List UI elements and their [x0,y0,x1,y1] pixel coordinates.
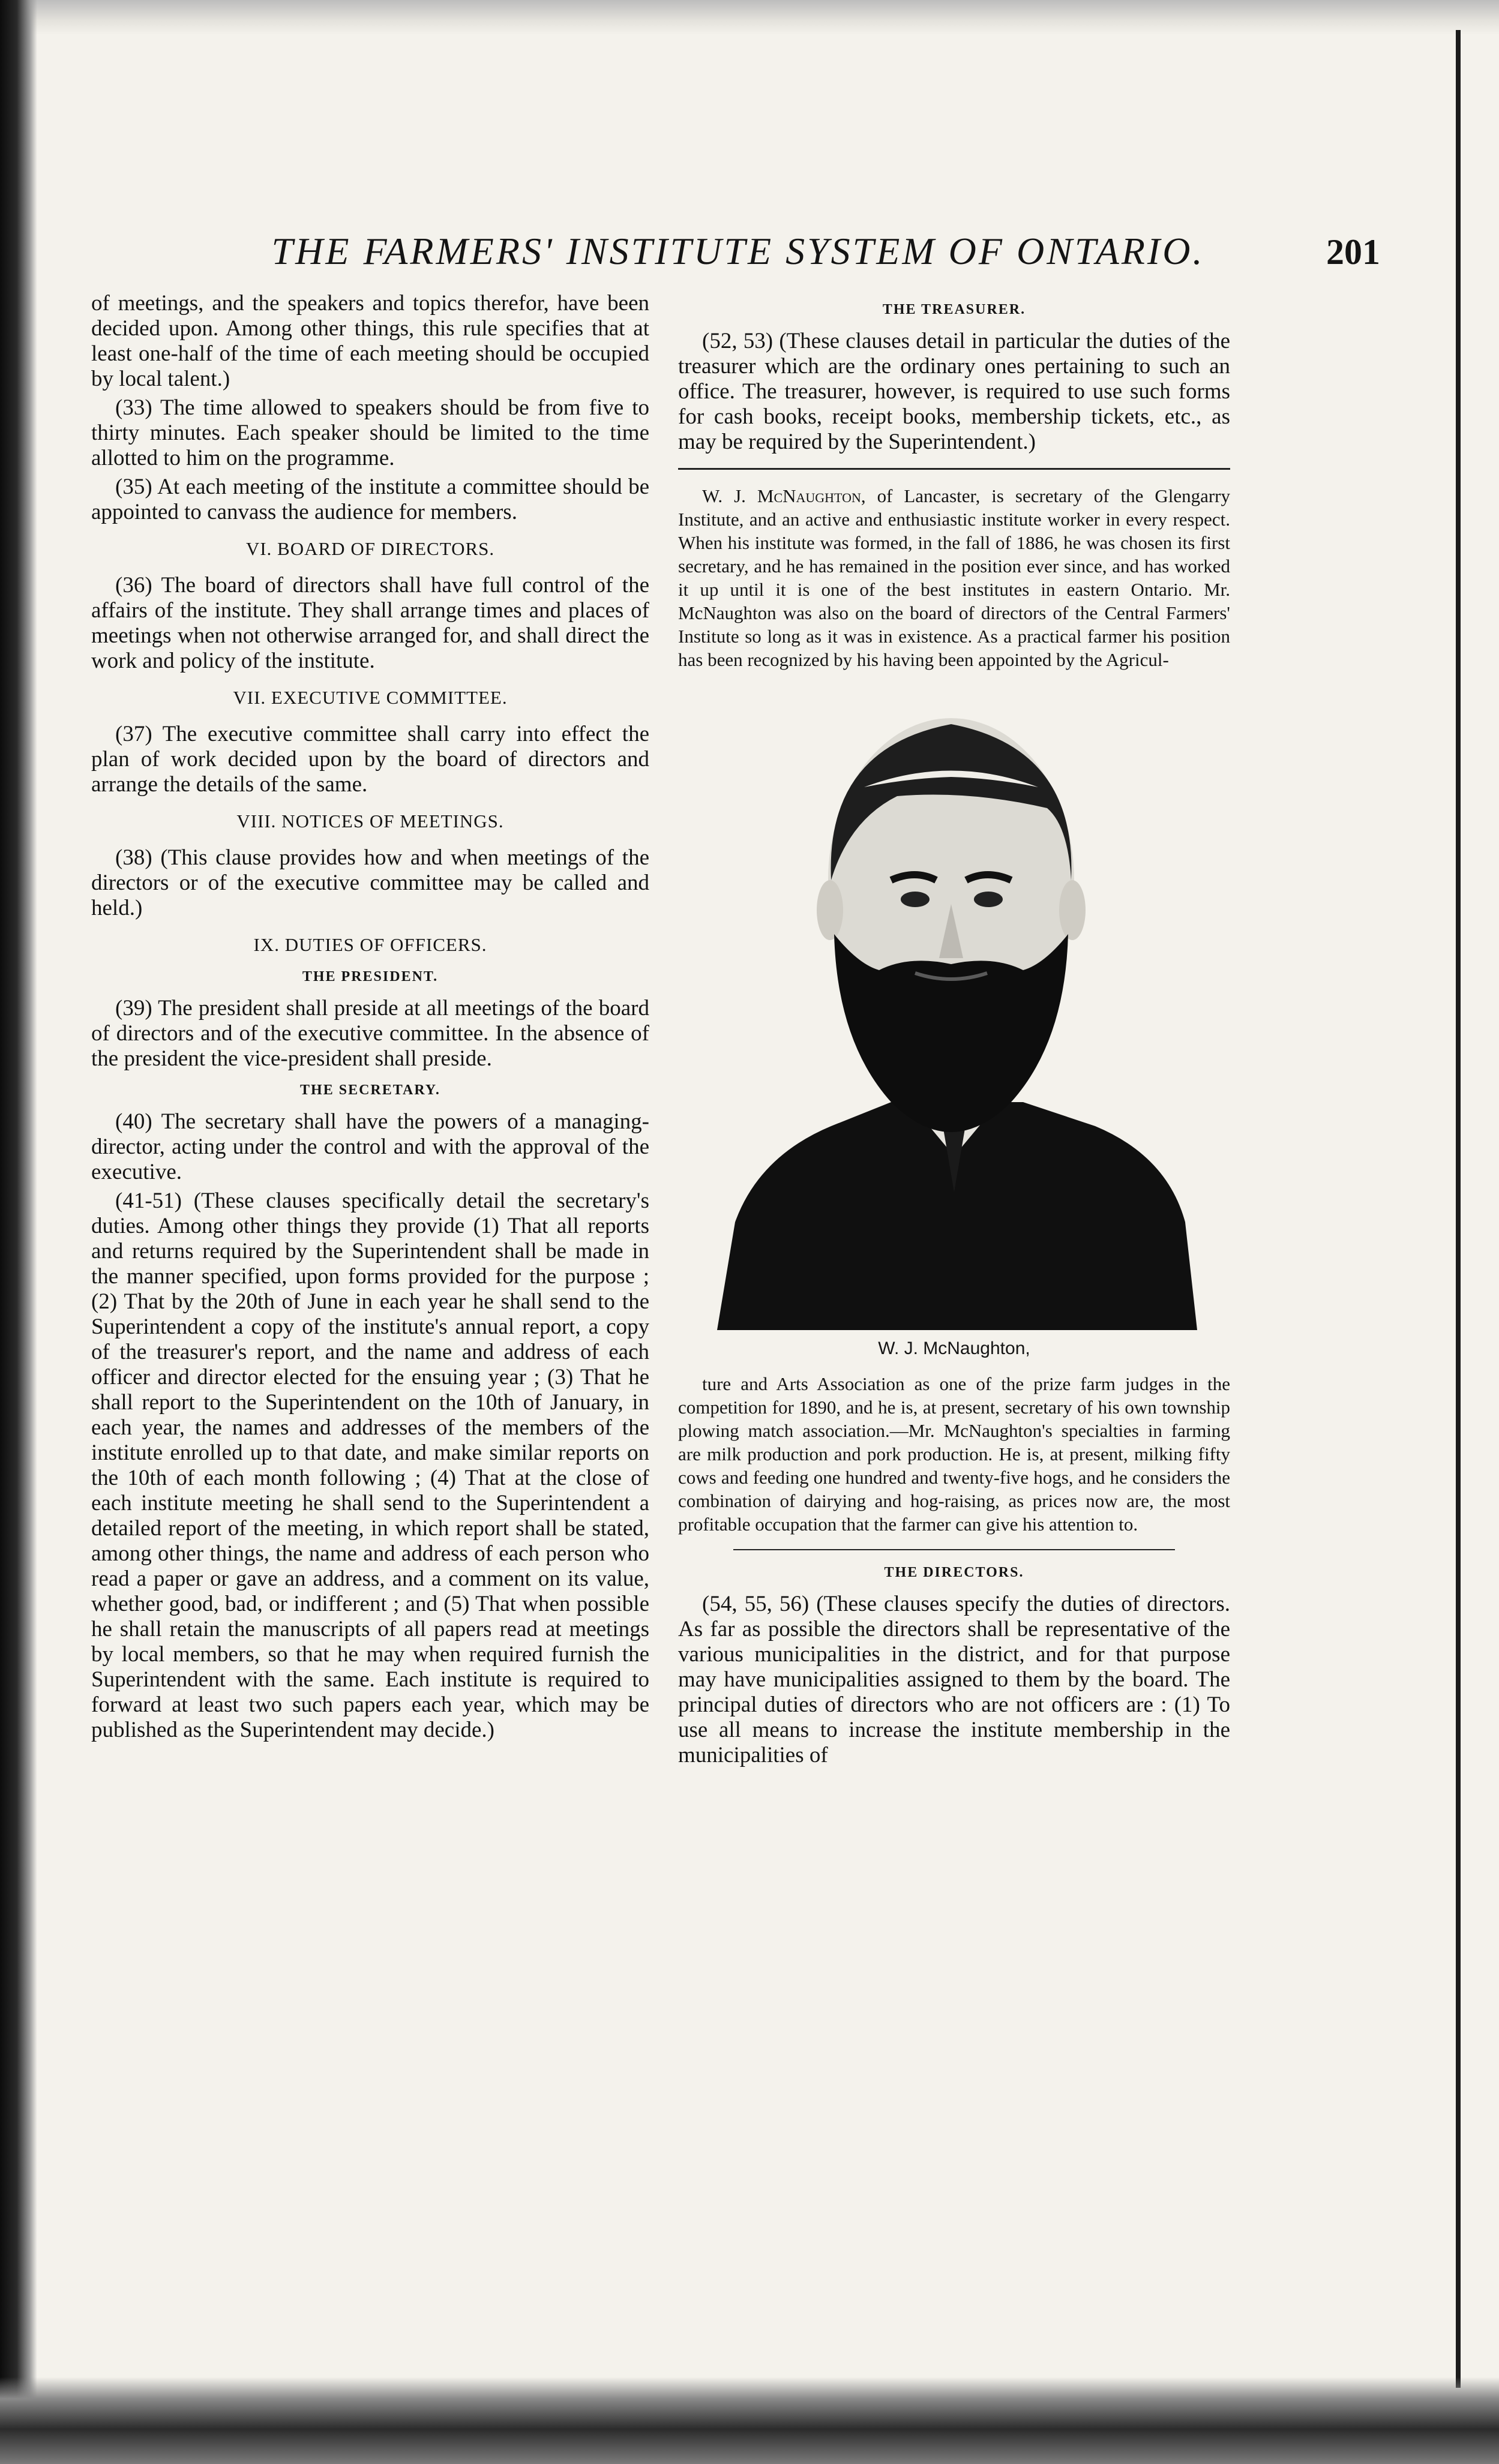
subsection-heading: THE SECRETARY. [300,1082,440,1098]
running-title: THE FARMERS' INSTITUTE SYSTEM OF ONTARIO. [271,230,1205,272]
paragraph: (33) The time allowed to speakers should be from five to thirty minutes. Each speaker should be limited to the time allotted to him on the programme. [91,395,649,470]
paragraph: (40) The secretary shall have the powers of a managing-director, acting under the control and with the approval of the executive. [91,1109,649,1184]
biography-paragraph: ture and Arts Association as one of the prize farm judges in the competition for 1890, and he is, at present, secretary of his own township plowing match association.—Mr. McNaughton's specialties in farming are milk production and pork production. He is, at present, milking fifty cows and feeding one hundred and twenty-five hogs, and he considers the combination of dairying and hog-raising, as prices now are, the most profitable occupation that the farmer can give his attention to. [678,1373,1230,1535]
paragraph: (52, 53) (These clauses detail in particular the duties of the treasurer which are the ordinary ones pertaining to such an office. The treasurer, however, is required to use such forms for cash books, receipt books, membership tickets, etc., as may be required by the Superintendent.) [678,329,1230,454]
section-heading: VI. BOARD OF DIRECTORS. [245,538,495,559]
section-heading: IX. DUTIES OF OFFICERS. [253,934,487,955]
paragraph: (38) (This clause provides how and when meetings of the directors or of the executive committee may be called and held.) [91,845,649,920]
page-header [156,229,1380,283]
scan-top-edge [0,0,1499,35]
section-heading: VII. EXECUTIVE COMMITTEE. [233,687,508,708]
divider [733,1549,1175,1550]
paragraph: (54, 55, 56) (These clauses specify the duties of directors. As far as possible the directors shall be representative of the various municipalities in the district, and for that purpose may have municipalities assigned to them by the board. The principal duties of directors who are not officers are : (1) To use all means to increase the institute membership in the municipalities of [678,1592,1230,1767]
subsection-heading: THE TREASURER. [882,302,1026,317]
biography-text: of Lancaster, is secretary of the Glengarry Institute, and an active and enthusiastic institute worker in every respect. When his institute was formed, in the fall of 1886, he was chosen its first secretary, and he has remained in the position ever since, and has worked it up until it is one of the best institutes in eastern Ontario. Mr. McNaughton was also on the board of directors of the Central Farmers' Institute so long as it was in existence. As a practical farmer his position has been recognized by his having been appointed by the Agricul- [678,485,1230,670]
biography-paragraph [678,484,1230,671]
subsection-heading: THE DIRECTORS. [884,1565,1024,1580]
portrait-caption: W. J. McNaughton, [878,1338,1030,1358]
scan-bottom-edge [0,2377,1499,2464]
biography-name: W. J. McNaughton, [702,485,866,506]
subsection-heading: THE PRESIDENT. [302,969,439,985]
page-number: 201 [1326,232,1380,272]
scan-right-border [1456,30,1461,2388]
paragraph: of meetings, and the speakers and topics therefor, have been decided upon. Among other things, this rule specifies that at least one-half of the time of each meeting should be occupied by local talent.) [91,291,649,391]
paragraph: (41-51) (These clauses specifically detail the secretary's duties. Among other things they provide (1) That all reports and returns required by the Superintendent shall be made in the manner specified, upon forms provided for the purpose ; (2) That by the 20th of June in each year he shall send to the Superintendent a copy of the institute's annual report, a copy of the treasurer's report, and the name and address of each officer and director elected for the ensuing year ; (3) That he shall report to the Superintendent on the 10th of January, in each year, the names and addresses of the members of the institute enrolled up to that date, and make similar reports on the 10th of each month following ; (4) That at the close of each institute meeting he shall send to the Superintendent a detailed report of the meeting, in which report shall be stated, among other things, the name and address of each person who read a paper or gave an address, and a comment on its value, whether good, bad, or indifferent ; and (5) That when possible he shall retain the manuscripts of all papers read at meetings by local members, so that he may when required furnish the Superintendent with the same. Each institute is required to forward at least two such papers each year, which may be published as the Superintendent may decide.) [91,1189,649,1742]
divider [678,468,1230,470]
paragraph: (35) At each meeting of the institute a committee should be appointed to canvass the audience for members. [91,475,649,524]
scan-left-edge [0,0,37,2464]
section-heading: VIII. NOTICES OF MEETINGS. [236,811,504,832]
portrait-image [711,682,1197,1330]
paragraph: (36) The board of directors shall have full control of the affairs of the institute. They shall arrange times and places of meetings when not otherwise arranged for, and shall direct the work and policy of the institute. [91,573,649,673]
paragraph: (39) The president shall preside at all meetings of the board of directors and of the executive committee. In the absence of the president the vice-president shall preside. [91,996,649,1071]
left-column [91,291,649,1746]
right-column [678,291,1230,1772]
paragraph: (37) The executive committee shall carry into effect the plan of work decided upon by the board of directors and arrange the details of the same. [91,722,649,797]
